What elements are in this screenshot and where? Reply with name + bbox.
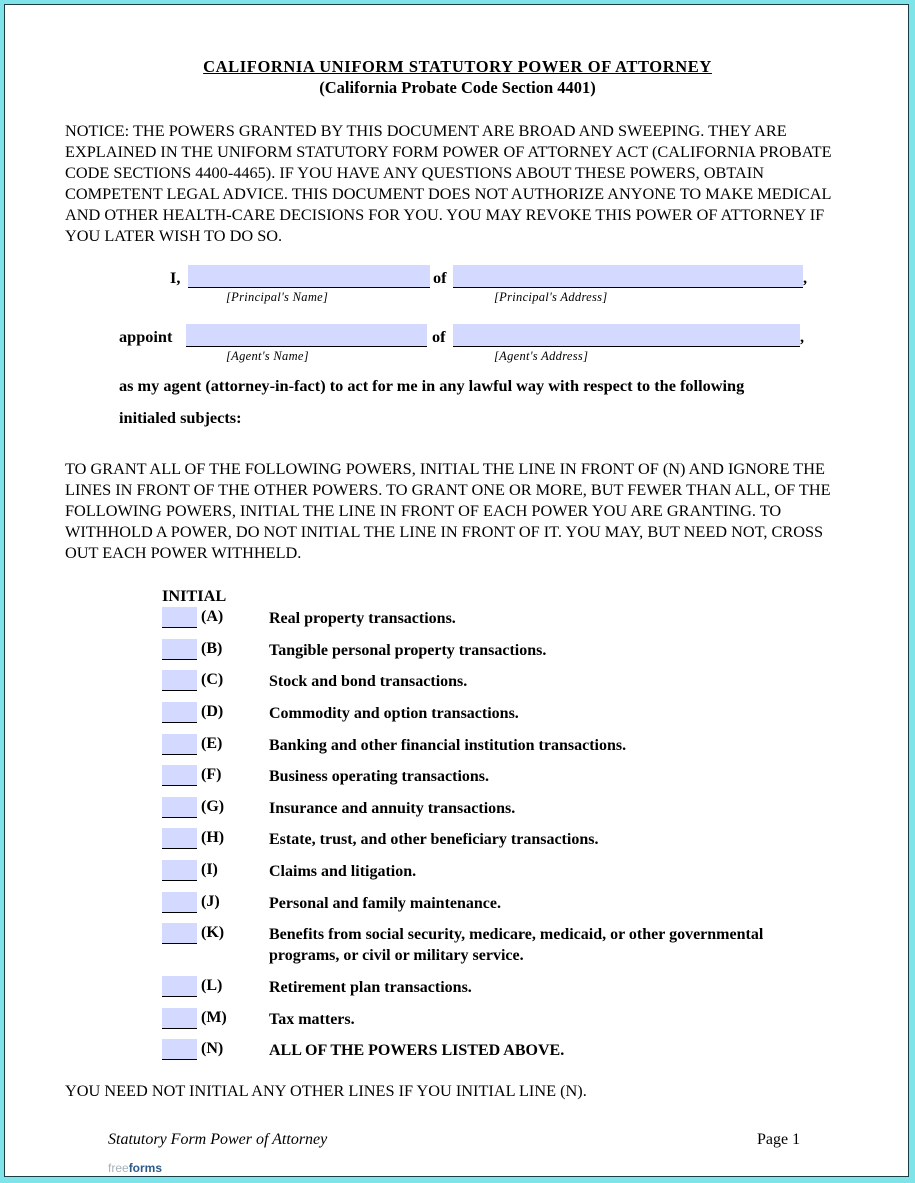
initial-field[interactable] [162, 765, 197, 786]
principal-address-caption: [Principal's Address] [494, 290, 608, 304]
power-letter: (J) [201, 893, 220, 910]
power-description: Real property transactions. [269, 610, 456, 627]
power-description: Retirement plan transactions. [269, 979, 472, 996]
grant-instructions: TO GRANT ALL OF THE FOLLOWING POWERS, INITIAL THE LINE IN FRONT OF (N) AND IGNORE THE LINES IN FRONT OF THE OTHER POWERS. TO GRANT ONE OR MORE, BUT FEWER THAN ALL, OF THE FOLLOWING POWERS, INITIAL THE LINE IN FRONT OF EACH POWER YOU ARE GRANTING. TO WITHHOLD A POWER, DO NOT INITIAL THE LINE IN FRONT OF IT. YOU MAY, BUT NEED NOT, CROSS OUT EACH POWER WITHHELD. [65, 459, 831, 563]
power-letter: (H) [201, 829, 225, 846]
closing-note: YOU NEED NOT INITIAL ANY OTHER LINES IF YOU INITIAL LINE (N). [65, 1081, 587, 1100]
initial-field[interactable] [162, 860, 197, 881]
initial-header: INITIAL [162, 586, 227, 605]
power-letter: (I) [201, 861, 218, 878]
initial-field[interactable] [162, 607, 197, 628]
principal-name-caption: [Principal's Name] [226, 290, 329, 304]
power-description: Commodity and option transactions. [269, 705, 519, 722]
initial-field[interactable] [162, 892, 197, 913]
power-letter: (K) [201, 924, 225, 941]
initial-field[interactable] [162, 639, 197, 660]
document-title: CALIFORNIA UNIFORM STATUTORY POWER OF ATTORNEY [203, 57, 712, 76]
initial-field[interactable] [162, 702, 197, 723]
initial-field[interactable] [162, 797, 197, 818]
power-letter: (L) [201, 977, 223, 994]
agent-address-caption: [Agent's Address] [494, 349, 589, 363]
principal-name-field[interactable] [188, 265, 430, 288]
power-description: Estate, trust, and other beneficiary transactions. [269, 831, 599, 848]
document-subtitle: (California Probate Code Section 4401) [319, 78, 596, 97]
comma: , [803, 268, 808, 287]
power-description: Personal and family maintenance. [269, 895, 501, 912]
initial-field[interactable] [162, 1039, 197, 1060]
power-letter: (A) [201, 608, 224, 625]
power-letter: (D) [201, 703, 224, 720]
power-letter: (G) [201, 798, 225, 815]
power-description: Tangible personal property transactions. [269, 642, 547, 659]
power-description: Benefits from social security, medicare, medicaid, or other governmental programs, or civil or military service. [269, 926, 764, 964]
power-description: Banking and other financial institution transactions. [269, 737, 627, 754]
initial-field[interactable] [162, 828, 197, 849]
notice-paragraph: NOTICE: THE POWERS GRANTED BY THIS DOCUMENT ARE BROAD AND SWEEPING. THEY ARE EXPLAINED IN THE UNIFORM STATUTORY FORM POWER OF ATTORNEY ACT (CALIFORNIA PROBATE CODE SECTIONS 4400-4465). IF YOU HAVE ANY QUESTIONS ABOUT THESE POWERS, OBTAIN COMPETENT LEGAL ADVICE. THIS DOCUMENT DOES NOT AUTHORIZE ANYONE TO MAKE MEDICAL AND OTHER HEALTH-CARE DECISIONS FOR YOU. YOU MAY REVOKE THIS POWER OF ATTORNEY IF YOU LATER WISH TO DO SO. [65, 121, 832, 246]
footer-title: Statutory Form Power of Attorney [108, 1131, 328, 1148]
initial-field[interactable] [162, 1008, 197, 1029]
initial-field[interactable] [162, 734, 197, 755]
agent-of-label: of [432, 327, 446, 346]
power-description: Stock and bond transactions. [269, 673, 468, 690]
power-letter: (E) [201, 735, 223, 752]
agent-prefix: appoint [119, 327, 173, 346]
principal-of-label: of [433, 268, 447, 287]
initial-field[interactable] [162, 923, 197, 944]
comma: , [800, 327, 805, 346]
principal-address-field[interactable] [453, 265, 803, 288]
power-description: Claims and litigation. [269, 863, 417, 880]
initial-field[interactable] [162, 670, 197, 691]
agent-name-caption: [Agent's Name] [226, 349, 309, 363]
agent-text-line-1: as my agent (attorney-in-fact) to act for me in any lawful way with respect to the following [119, 376, 745, 395]
power-description: Tax matters. [269, 1011, 355, 1028]
agent-address-field[interactable] [453, 324, 800, 347]
power-letter: (M) [201, 1009, 227, 1026]
agent-name-field[interactable] [186, 324, 427, 347]
principal-prefix: I, [170, 268, 181, 287]
power-letter: (B) [201, 640, 223, 657]
power-letter: (F) [201, 766, 222, 783]
page-number: Page 1 [757, 1131, 801, 1148]
freeforms-logo: freeforms [108, 1161, 163, 1175]
power-description: Insurance and annuity transactions. [269, 800, 516, 817]
agent-text-line-2: initialed subjects: [119, 408, 242, 427]
power-description: ALL OF THE POWERS LISTED ABOVE. [269, 1042, 565, 1059]
power-letter: (N) [201, 1040, 224, 1057]
power-description: Business operating transactions. [269, 768, 490, 785]
power-letter: (C) [201, 671, 224, 688]
initial-field[interactable] [162, 976, 197, 997]
